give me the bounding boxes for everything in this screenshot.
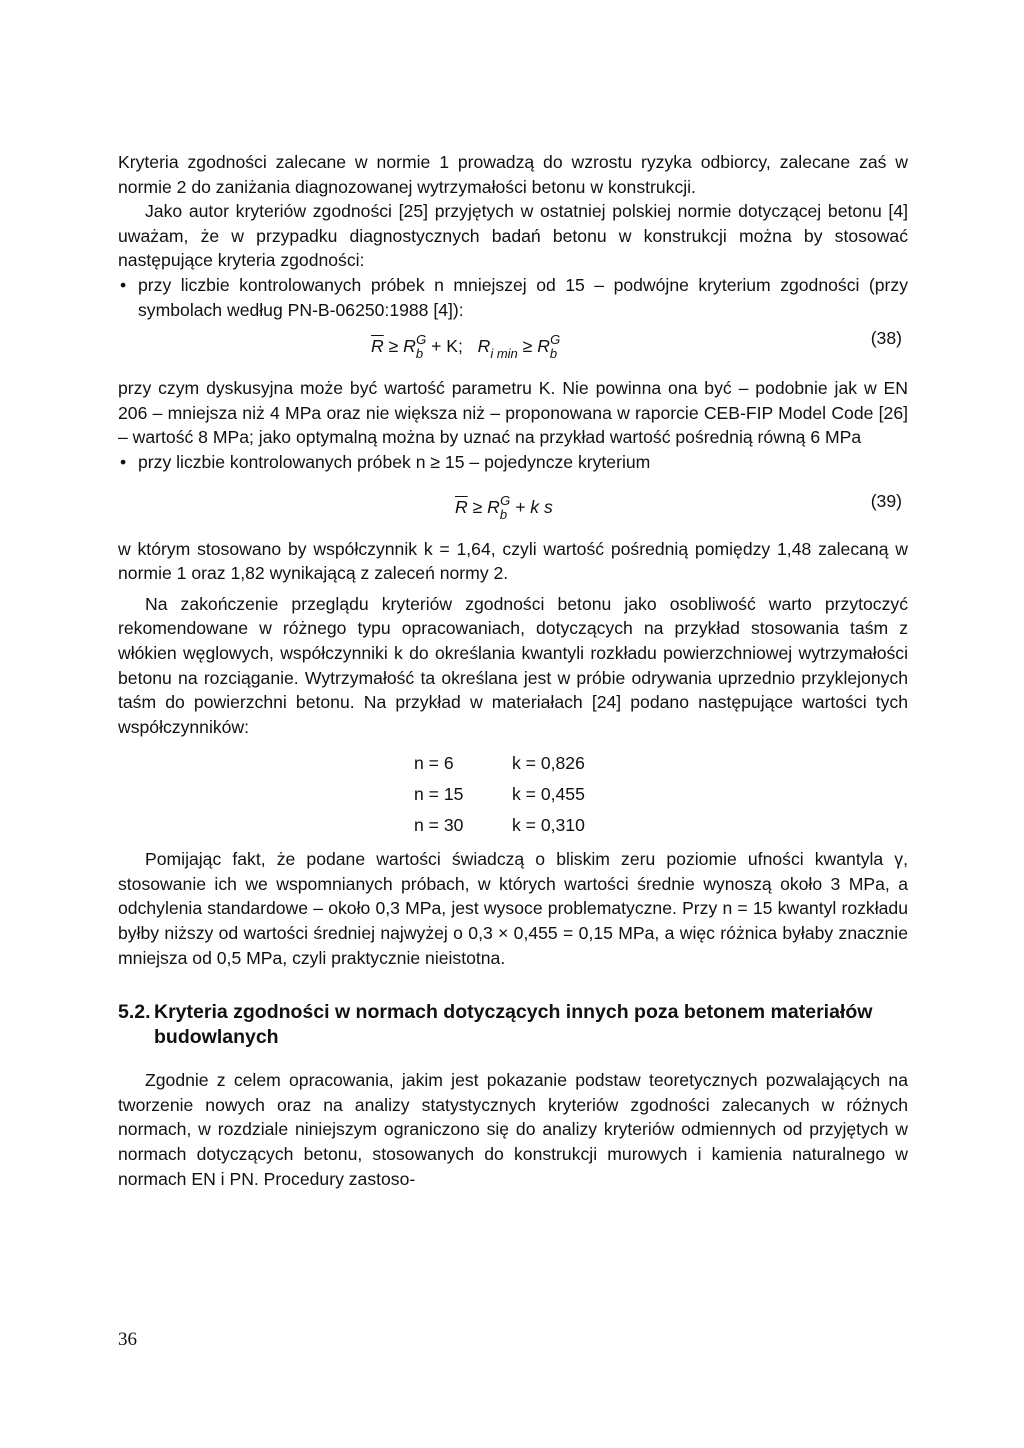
- bullet-icon: •: [120, 274, 127, 295]
- equation-39: [118, 475, 908, 537]
- section-heading: [118, 1000, 908, 1050]
- bullet-item-2: [118, 450, 908, 475]
- paragraph-2: Jako autor kryteriów zgodności [25] przyjętych w ostatniej polskiej normie dotyczącej betonu [4] uważam, że w przypadku diagnostycznych badań betonu w konstrukcji można by stosować następujące kryteria zgodności:: [118, 201, 908, 271]
- superscript-g-2: G: [550, 332, 561, 348]
- page-body: [118, 150, 908, 1191]
- paragraph-6: Pomijając fakt, że podane wartości świadczą o bliskim zeru poziomie ufności kwantyla γ, stosowanie ich we wspomnianych próbach, w których wartości średnie wynoszą około 3 MPa, a odchylenia standardowe – około 0,3 MPa, jest wysoce problematyczne. Przy n = 15 kwantyl rozkładu byłby niższy od wartości średniej najwyżej o 0,3 × 0,455 = 0,15 MPa, a więc różnica byłaby znacznie mniejsza od 0,5 MPa, czyli praktycznie nieistotna.: [118, 849, 908, 968]
- paragraph-4: w którym stosowano by współczynnik k = 1,64, czyli wartość pośrednią pomiędzy 1,48 zalecaną w normie 1 oraz 1,82 wynikającą z zaleceń normy 2.: [118, 538, 908, 584]
- equation-38-body: [371, 332, 561, 362]
- symbol-mean-r: $\overline{R}$: [371, 336, 384, 357]
- symbol-r-b: R: [403, 336, 416, 357]
- table-row: [414, 753, 585, 774]
- equation-38: [118, 322, 908, 376]
- symbol-ge-2: ≥: [522, 336, 533, 357]
- equation-number-38: (38): [870, 328, 902, 349]
- table-cell-n: n = 30: [414, 815, 464, 836]
- subscript-b-2: b: [549, 346, 558, 362]
- symbol-ge: ≥: [388, 336, 399, 357]
- subscript-imin: i min: [490, 346, 518, 362]
- bullet-item-1: [118, 273, 908, 322]
- subscript-b: b: [499, 506, 508, 522]
- bullet-icon: •: [120, 451, 127, 472]
- equation-39-body: [455, 492, 553, 522]
- table-row: [414, 815, 585, 836]
- page-number: 36: [118, 1329, 137, 1350]
- table-cell-n: n = 6: [414, 753, 454, 774]
- paragraph-1: Kryteria zgodności zalecane w normie 1 prowadzą do wzrostu ryzyka odbiorcy, zalecane zaś w normie 2 do zaniżania diagnozowanej wytrzymałości betonu w konstrukcji.: [118, 152, 908, 197]
- table-cell-k: k = 0,455: [512, 784, 585, 805]
- term-plus-k: + K;: [431, 336, 463, 357]
- table-cell-n: n = 15: [414, 784, 464, 805]
- paragraph-7: Zgodnie z celem opracowania, jakim jest pokazanie podstaw teoretycznych pozwalających na tworzenie nowych oraz na analizy statystycznych kryteriów zgodności zalecanych w różnych normach, w rozdziale niniejszym ograniczono się do analizy kryteriów odmiennych od przyjętych w normach dotyczących betonu, stosowanych do konstrukcji murowych i kamienia naturalnego w normach EN i PN. Procedury zastoso-: [118, 1070, 908, 1189]
- symbol-ge: ≥: [472, 496, 483, 517]
- equation-number-39: (39): [870, 490, 902, 511]
- symbol-r-b-2: R: [537, 336, 550, 357]
- term-plus-ks: + k s: [515, 496, 553, 517]
- section-number: 5.2.: [118, 1001, 151, 1024]
- symbol-r-i: R: [477, 336, 491, 357]
- subscript-b: b: [415, 346, 424, 362]
- table-row: [414, 784, 585, 805]
- paragraph-5: Na zakończenie przeglądu kryteriów zgodności betonu jako osobliwość warto przytoczyć rekomendowane w różnego typu opracowaniach, dotyczących na przykład stosowania taśm z włókien węglowych, współczynniki k do określania kwantyli rozkładu powierzchniowej wytrzymałości betonu na rozciąganie. Wytrzymałość ta określana jest w próbie odrywania uprzednio przyklejonych taśm do powierzchni betonu. Na przykład w materiałach [24] podano następujące wartości tych współczynników:: [118, 593, 908, 737]
- table-cell-k: k = 0,310: [512, 815, 585, 836]
- bullet-text-2: przy liczbie kontrolowanych próbek n ≥ 15 – pojedyncze kryterium: [138, 451, 651, 472]
- table-cell-k: k = 0,826: [512, 753, 585, 774]
- paragraph-3: przy czym dyskusyjna może być wartość parametru K. Nie powinna ona być – podobnie jak w EN 206 – mniejsza niż 4 MPa oraz nie większa niż – proponowana w raporcie CEB-FIP Model Code [26] – wartość 8 MPa; jako optymalną można by uznać na przykład wartość pośrednią równą 6 MPa: [118, 378, 908, 448]
- coefficients-table: [118, 745, 908, 845]
- symbol-r-b: R: [487, 496, 500, 517]
- symbol-mean-r: $\overline{R}$: [455, 496, 468, 517]
- superscript-g: G: [500, 492, 511, 508]
- superscript-g: G: [416, 332, 427, 348]
- section-title: Kryteria zgodności w normach dotyczących innych poza betonem materiałów budowlanych: [154, 1001, 873, 1049]
- bullet-text-1: przy liczbie kontrolowanych próbek n mniejszej od 15 – podwójne kryterium zgodności (przy symbolach według PN-B-06250:1988 [4]):: [138, 274, 908, 320]
